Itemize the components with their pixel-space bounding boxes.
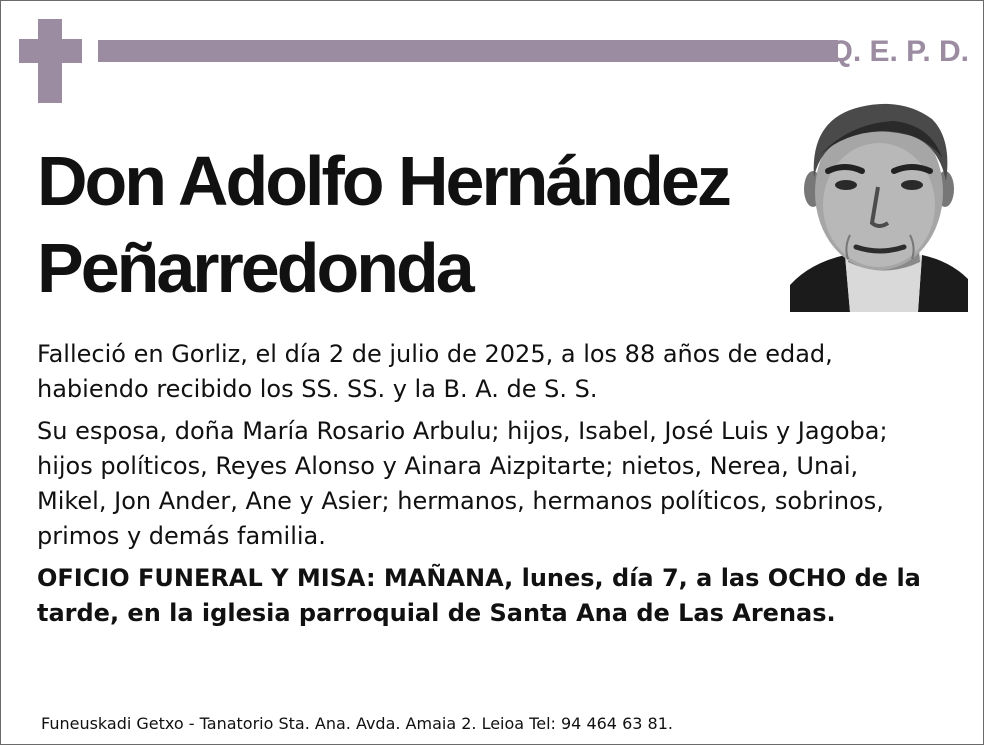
qepd-label: Q. E. P. D. — [829, 35, 969, 68]
funeral-home-footer: Funeuskadi Getxo - Tanatorio Sta. Ana. Avda. Amaia 2. Leioa Tel: 94 464 63 81. — [41, 714, 673, 733]
family-line-4: primos y demás familia. — [37, 522, 326, 550]
portrait-photo — [790, 97, 968, 312]
header-rule — [98, 40, 838, 62]
death-line-1: Falleció en Gorliz, el día 2 de julio de 2025, a los 88 años de edad, — [37, 340, 833, 368]
name-line-2: Peñarredonda — [37, 229, 472, 307]
deceased-name — [37, 138, 797, 312]
family-line-3: Mikel, Jon Ander, Ane y Asier; hermanos, hermanos políticos, sobrinos, — [37, 487, 884, 515]
notice-body — [37, 337, 967, 631]
funeral-line-2: tarde, en la iglesia parroquial de Santa Ana de Las Arenas. — [37, 599, 836, 627]
name-line-1: Don Adolfo Hernández — [37, 142, 729, 220]
death-line-2: habiendo recibido los SS. SS. y la B. A. de S. S. — [37, 375, 598, 403]
family-line-1: Su esposa, doña María Rosario Arbulu; hijos, Isabel, José Luis y Jagoba; — [37, 417, 888, 445]
funeral-line-1: OFICIO FUNERAL Y MISA: MAÑANA, lunes, día 7, a las OCHO de la — [37, 564, 921, 592]
family-line-2: hijos políticos, Reyes Alonso y Ainara Aizpitarte; nietos, Nerea, Unai, — [37, 452, 859, 480]
